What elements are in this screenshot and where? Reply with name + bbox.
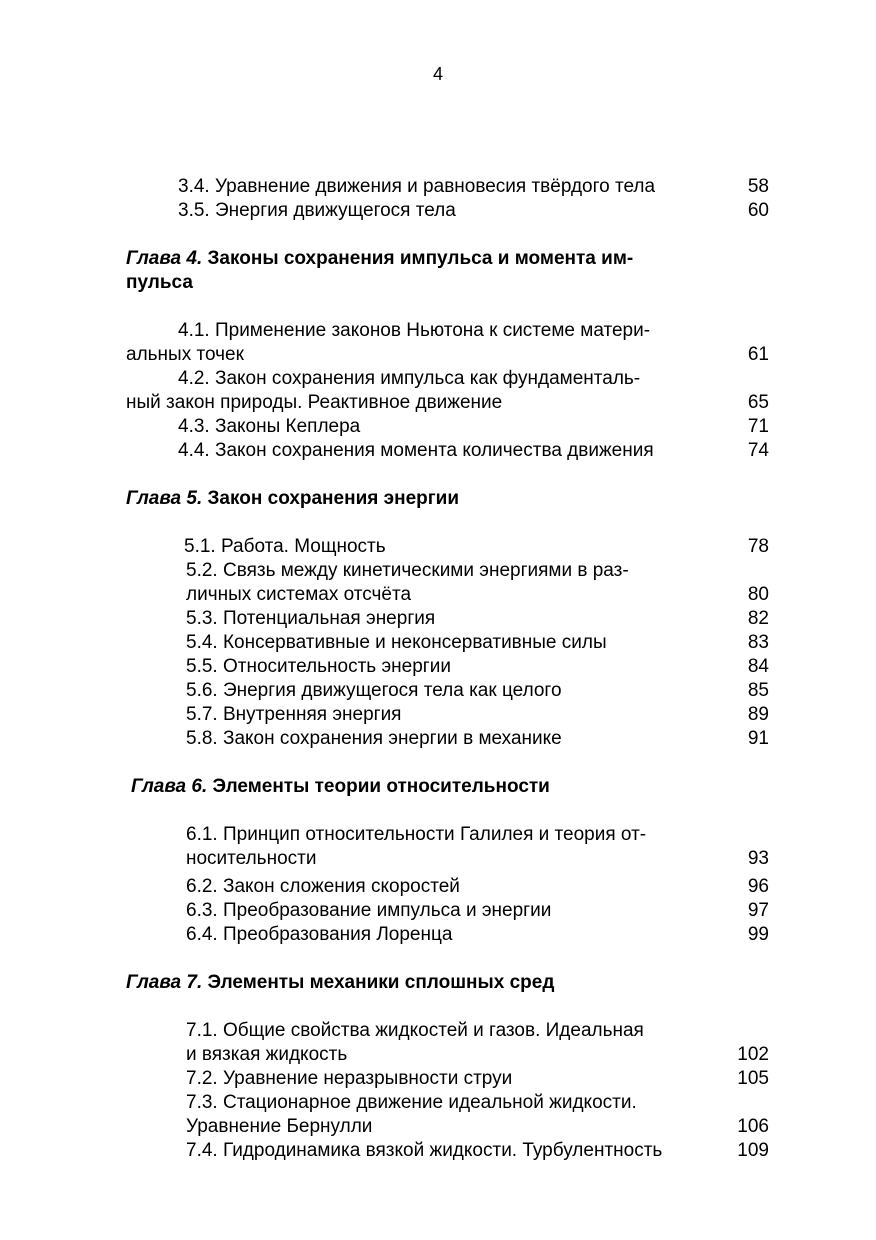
toc-entry-4-2-line1: 4.2. Закон сохранения импульса как фундаменталь- [178,368,641,389]
chapter-4-prefix: Глава 4. [126,248,203,269]
toc-page-5-7: 89 [747,704,769,725]
toc-entry-7-2: 7.2. Уравнение неразрывности струи [186,1068,513,1089]
toc-page-6-1: 93 [747,848,769,869]
toc-entry-5-4: 5.4. Консервативные и неконсервативные силы [186,632,607,653]
toc-entry-5-7: 5.7. Внутренняя энергия [186,704,402,725]
toc-entry-7-1-line1: 7.1. Общие свойства жидкостей и газов. Идеальная [186,1020,644,1041]
toc-page-7-2: 105 [737,1068,769,1089]
toc-entry-5-6: 5.6. Энергия движущегося тела как целого [186,680,562,701]
toc-page-7-4: 109 [737,1140,769,1161]
toc-page-3-5: 60 [747,200,769,221]
toc-entry-5-3: 5.3. Потенциальная энергия [186,608,436,629]
chapter-6-title: Элементы теории относительности [212,776,550,797]
toc-page-6-4: 99 [747,924,769,945]
toc-page-4-2: 65 [747,392,769,413]
toc-entry-7-4: 7.4. Гидродинамика вязкой жидкости. Турбулентность [186,1140,663,1161]
chapter-5-prefix: Глава 5. [126,488,203,509]
chapter-6-prefix: Глава 6. [131,776,208,797]
toc-page-7-1: 102 [737,1044,769,1065]
toc-entry-4-1-line1: 4.1. Применение законов Ньютона к системе матери- [178,320,651,341]
chapter-5-title: Закон сохранения энергии [207,488,460,509]
toc-entry-5-5: 5.5. Относительность энергии [186,656,451,677]
chapter-7-title: Элементы механики сплошных сред [207,972,555,993]
toc-entry-7-1-line2: и вязкая жидкость [186,1044,348,1065]
toc-entry-6-3: 6.3. Преобразование импульса и энергии [186,900,552,921]
toc-entry-3-4: 3.4. Уравнение движения и равновесия твёрдого тела [178,176,656,197]
toc-page-3-4: 58 [747,176,769,197]
toc-page-5-2: 80 [747,584,769,605]
toc-page-7-3: 106 [737,1116,769,1137]
toc-page-6-3: 97 [747,900,769,921]
toc-page-5-5: 84 [747,656,769,677]
toc-entry-5-1: 5.1. Работа. Мощность [184,536,386,557]
toc-page-5-6: 85 [747,680,769,701]
toc-entry-4-2-line2: ный закон природы. Реактивное движение [126,392,503,413]
toc-entry-5-8: 5.8. Закон сохранения энергии в механике [186,728,562,749]
toc-entry-6-1-line1: 6.1. Принцип относительности Галилея и теория от- [186,824,647,845]
toc-entry-4-1-line2: альных точек [126,344,244,365]
toc-page-4-1: 61 [747,344,769,365]
toc-entry-6-1-line2: носительности [186,848,317,869]
chapter-4-title-line2: пульса [126,272,193,293]
chapter-4-title-line1: Законы сохранения импульса и момента им- [207,248,634,269]
chapter-5-heading [126,487,459,511]
toc-page-6-2: 96 [747,876,769,897]
chapter-7-prefix: Глава 7. [126,972,203,993]
toc-entry-7-3-line1: 7.3. Стационарное движение идеальной жидкости. [186,1092,637,1113]
toc-page-4-3: 71 [747,416,769,437]
toc-entry-6-4: 6.4. Преобразования Лоренца [186,924,453,945]
chapter-4-heading [126,247,633,271]
toc-entry-6-2: 6.2. Закон сложения скоростей [186,876,460,897]
toc-entry-7-3-line2: Уравнение Бернулли [186,1116,373,1137]
toc-page-5-4: 83 [747,632,769,653]
toc-entry-5-2-line2: личных системах отсчёта [186,584,412,605]
toc-page-4-4: 74 [747,440,769,461]
toc-entry-4-3: 4.3. Законы Кеплера [178,416,361,437]
toc-entry-5-2-line1: 5.2. Связь между кинетическими энергиями в раз- [186,560,629,581]
chapter-7-heading [126,971,554,995]
chapter-6-heading [131,775,550,799]
page-number: 4 [432,64,443,84]
toc-entry-3-5: 3.5. Энергия движущегося тела [178,200,456,221]
toc-page-5-8: 91 [747,728,769,749]
toc-page-5-3: 82 [747,608,769,629]
toc-entry-4-4: 4.4. Закон сохранения момента количества движения [178,440,654,461]
toc-page-5-1: 78 [747,536,769,557]
